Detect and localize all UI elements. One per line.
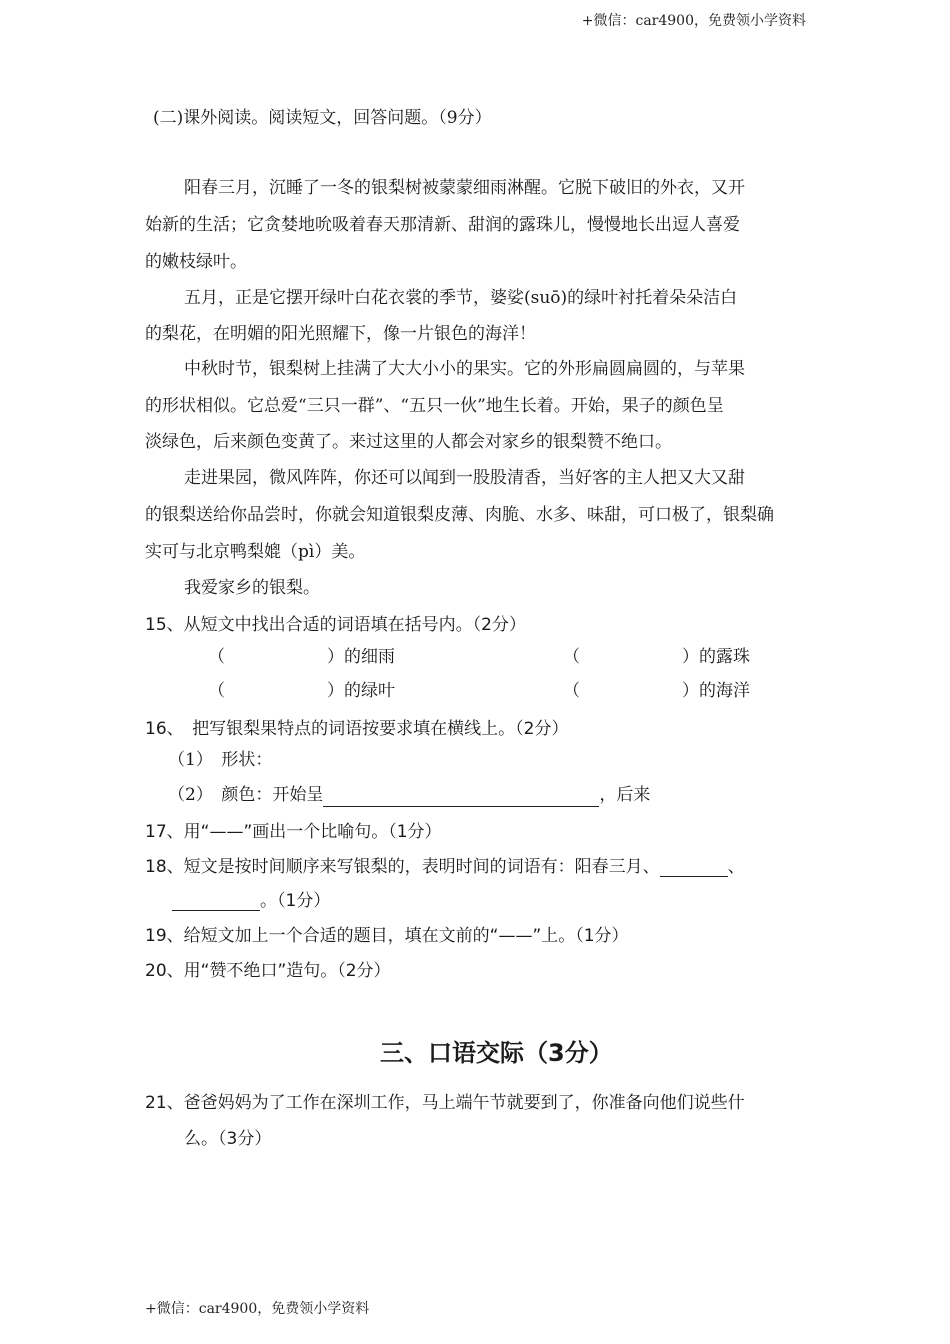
passage-line: 的嫩枝绿叶。 xyxy=(145,252,247,272)
passage-line: 的梨花，在明媚的阳光照耀下，像一片银色的海洋！ xyxy=(145,324,536,344)
part3-title: 三、口语交际（3分） xyxy=(380,1039,613,1067)
passage-line: 的银梨送给你品尝时，你就会知道银梨皮薄、肉脆、水多、味甜，可口极了，银梨确 xyxy=(145,505,774,525)
q18-blank-2[interactable] xyxy=(172,892,260,911)
passage-line: 五月，正是它摆开绿叶白花衣裳的季节，婆娑(suō)的绿叶衬托着朵朵洁白 xyxy=(184,288,738,308)
page-footer: +微信：car4900，免费领小学资料 xyxy=(145,1301,370,1317)
question-17: 17、用“——”画出一个比喻句。（1分） xyxy=(145,822,442,842)
passage-line: 的形状相似。它总爱“三只一群”、“五只一伙”地生长着。开始，果子的颜色呈 xyxy=(145,396,724,416)
q16-item-2-label: （2） 颜色：开始呈 xyxy=(168,785,324,805)
q16-item-2-after: ，后来 xyxy=(599,785,651,805)
passage-line: 走进果园，微风阵阵，你还可以闻到一股股清香，当好客的主人把又大又甜 xyxy=(184,468,745,488)
passage-line: 实可与北京鸭梨媲（pì）美。 xyxy=(145,542,366,562)
q18-separator: 、 xyxy=(727,857,745,877)
q15-blank-c[interactable]: （ ）的绿叶 xyxy=(208,681,395,701)
q16-answer-line[interactable] xyxy=(323,788,599,807)
section-heading: (二)课外阅读。阅读短文，回答问题。（9分） xyxy=(153,108,492,128)
q16-item-2 xyxy=(168,783,650,807)
q18-blank-1[interactable] xyxy=(660,858,728,877)
passage-line: 中秋时节，银梨树上挂满了大大小小的果实。它的外形扁圆扁圆的，与苹果 xyxy=(184,359,745,379)
question-21-line-2: 么。（3分） xyxy=(184,1129,272,1149)
q15-blank-d[interactable]: （ ）的海洋 xyxy=(563,681,750,701)
page-header: +微信：car4900，免费领小学资料 xyxy=(581,13,806,29)
question-19: 19、给短文加上一个合适的题目，填在文前的“——”上。（1分） xyxy=(145,926,629,946)
q18-score: 。（1分） xyxy=(260,891,331,911)
question-18-line-2 xyxy=(172,886,330,911)
passage-line: 阳春三月，沉睡了一冬的银梨树被蒙蒙细雨淋醒。它脱下破旧的外衣，又开 xyxy=(184,178,745,198)
question-15: 15、从短文中找出合适的词语填在括号内。（2分） xyxy=(145,615,526,635)
q15-blank-a[interactable]: （ ）的细雨 xyxy=(208,647,395,667)
passage-line: 淡绿色，后来颜色变黄了。来过这里的人都会对家乡的银梨赞不绝口。 xyxy=(145,432,672,452)
question-18 xyxy=(145,852,745,877)
question-21: 21、爸爸妈妈为了工作在深圳工作，马上端午节就要到了，你准备向他们说些什 xyxy=(145,1093,745,1113)
q18-text: 18、短文是按时间顺序来写银梨的，表明时间的词语有：阳春三月、 xyxy=(145,857,660,877)
passage-line: 我爱家乡的银梨。 xyxy=(184,578,320,598)
question-16: 16、 把写银梨果特点的词语按要求填在横线上。（2分） xyxy=(145,719,569,739)
question-20: 20、用“赞不绝口”造句。（2分） xyxy=(145,961,391,981)
q15-blank-b[interactable]: （ ）的露珠 xyxy=(563,647,750,667)
q16-item-1: （1） 形状： xyxy=(168,750,273,770)
passage-line: 始新的生活；它贪婪地吮吸着春天那清新、甜润的露珠儿，慢慢地长出逗人喜爱 xyxy=(145,215,740,235)
